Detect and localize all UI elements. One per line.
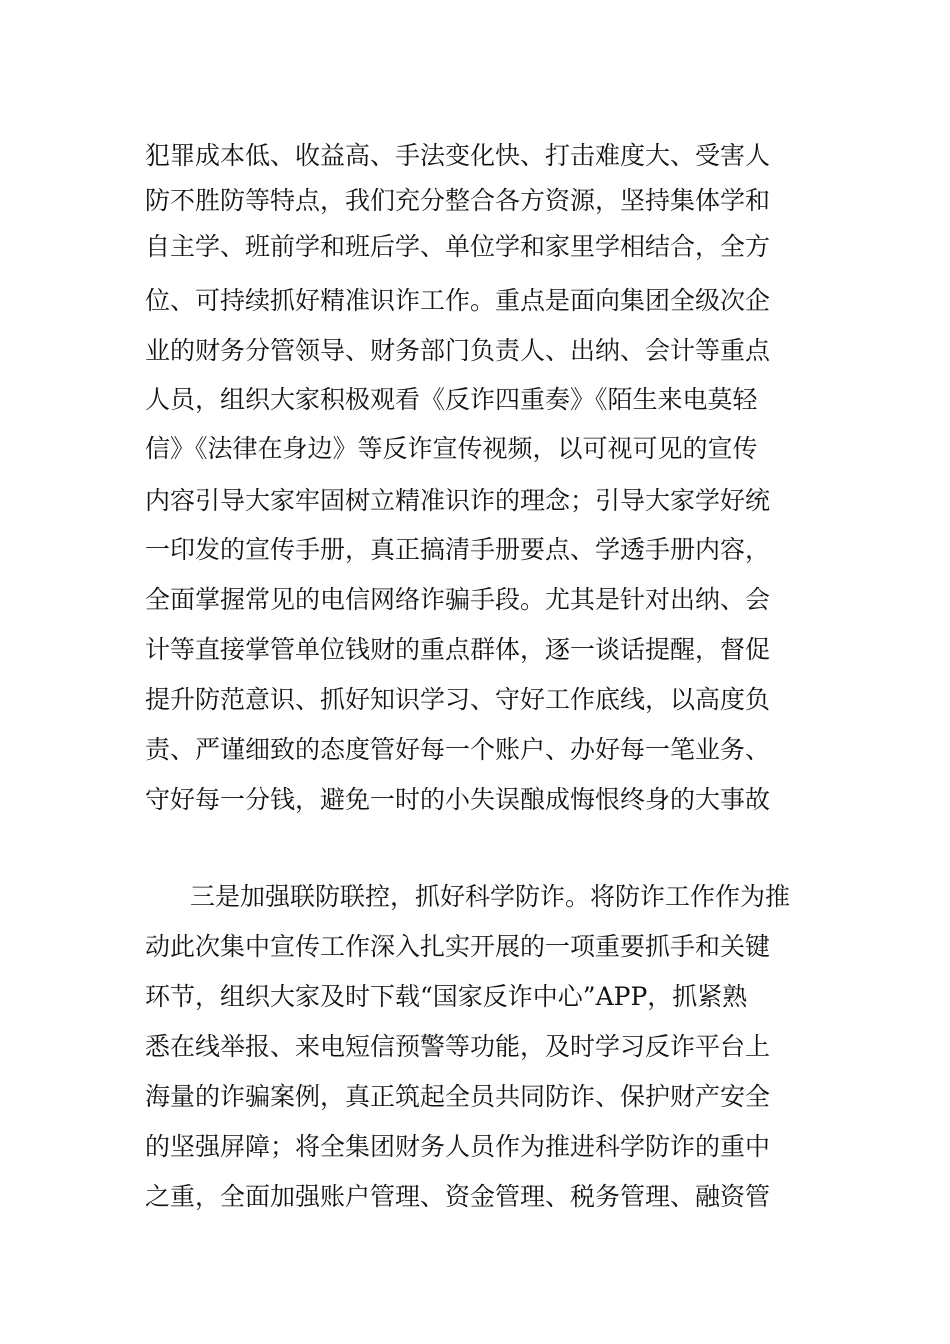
paragraph-line: 信》《法律在身边》等反诈宣传视频，以可视可见的宣传: [145, 434, 758, 463]
paragraph-line: 悉在线举报、来电短信预警等功能，及时学习反诈平台上: [145, 1032, 771, 1061]
paragraph-line: 内容引导大家牢固树立精准识诈的理念；引导大家学好统: [145, 486, 771, 515]
paragraph-line: 之重，全面加强账户管理、资金管理、税务管理、融资管: [145, 1182, 771, 1211]
paragraph-line: 自主学、班前学和班后学、单位学和家里学相结合，全方: [145, 232, 771, 261]
paragraph-line: 的坚强屏障；将全集团财务人员作为推进科学防诈的重中: [145, 1132, 771, 1161]
paragraph-line: 责、严谨细致的态度管好每一个账户、办好每一笔业务、: [145, 735, 771, 764]
paragraph-line: 动此次集中宣传工作深入扎实开展的一项重要抓手和关键: [145, 932, 771, 961]
paragraph-line: 环节，组织大家及时下载“国家反诈中心”APP，抓紧熟: [145, 982, 748, 1011]
paragraph-line: 守好每一分钱，避免一时的小失误酿成悔恨终身的大事故: [145, 785, 771, 814]
paragraph-line: 三是加强联防联控，抓好科学防诈。将防诈工作作为推: [190, 882, 791, 911]
paragraph-line: 全面掌握常见的电信网络诈骗手段。尤其是针对出纳、会: [145, 585, 771, 614]
paragraph-line: 一印发的宣传手册，真正搞清手册要点、学透手册内容，: [145, 535, 771, 564]
paragraph-line: 人员，组织大家积极观看《反诈四重奏》《陌生来电莫轻: [145, 385, 758, 414]
paragraph-line: 犯罪成本低、收益高、手法变化快、打击难度大、受害人: [145, 141, 771, 170]
paragraph-line: 计等直接掌管单位钱财的重点群体，逐一谈话提醒，督促: [145, 635, 771, 664]
paragraph-line: 防不胜防等特点，我们充分整合各方资源，坚持集体学和: [145, 186, 771, 215]
paragraph-line: 业的财务分管领导、财务部门负责人、出纳、会计等重点: [145, 336, 771, 365]
paragraph-line: 提升防范意识、抓好知识学习、守好工作底线，以高度负: [145, 685, 771, 714]
paragraph-line: 位、可持续抓好精准识诈工作。重点是面向集团全级次企: [145, 286, 771, 315]
paragraph-line: 海量的诈骗案例，真正筑起全员共同防诈、保护财产安全: [145, 1082, 771, 1111]
